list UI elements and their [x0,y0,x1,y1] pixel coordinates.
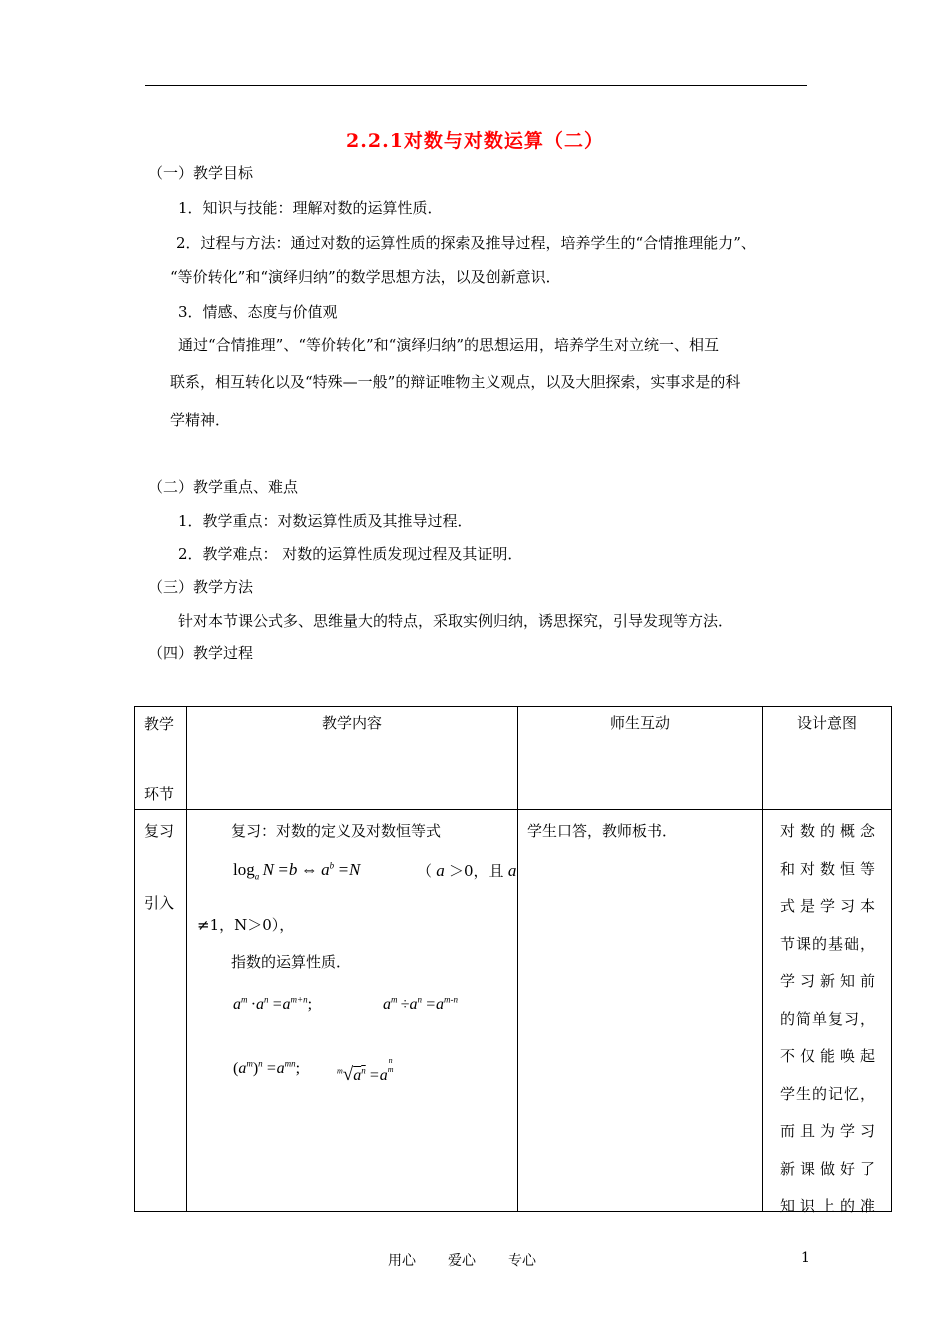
design-line: 而且为学习 [780,1122,875,1140]
header-stage-top: 教学 [144,715,175,733]
design-line: 节课的基础， [780,934,875,953]
section-heading-process: （四）教学过程 [148,644,254,662]
header-design: 设计意图 [763,707,892,810]
objective-attitude: 3．情感、态度与价值观 [178,303,338,321]
design-intent-text [780,813,875,1226]
header-stage [135,707,187,810]
design-line: 知识上的准 [780,1197,875,1215]
objective-attitude-body-line3: 学精神． [170,411,231,429]
header-stage-bottom: 环节 [144,785,175,803]
review-intro: 复习：对数的定义及对数恒等式 [231,822,442,840]
exponent-quotient-formula: $a^m \div a^n =a^{m-n}$ [383,994,458,1013]
log-condition: （ a ＞0，且 a [417,861,517,880]
objective-process-line1: 2．过程与方法：通过对数的运算性质的探索及推导过程，培养学生的“合情推理能力”、 [176,234,756,252]
section-heading-method: （三）教学方法 [148,578,254,596]
row-stage-bottom: 引入 [144,894,175,912]
header-interaction: 师生互动 [518,707,763,810]
footer-motto-1: 用心 [388,1253,416,1269]
row-stage [135,810,187,1212]
exponent-product-formula: $a^m \cdot a^n =a^{m+n}$; [233,994,313,1013]
objective-process-line2: “等价转化”和“演绎归纳”的数学思想方法，以及创新意识． [170,268,561,286]
log-condition-line2: ≠1，N＞0）， [197,916,295,934]
exponent-power-formula: $(a^m)^n =a^{mn}$; [233,1058,301,1077]
exponent-root-formula: $^m√a^n =a^{n m}$ [337,1056,394,1085]
header-content: 教学内容 [187,707,518,810]
design-line: 不仅能唤起 [780,1047,875,1065]
key-point: 1．教学重点：对数运算性质及其推导过程． [178,512,473,530]
page-title: 2.2.1对数与对数运算（二） [346,130,604,152]
method-body: 针对本节课公式多、思维量大的特点，采取实例归纳，诱思探究，引导发现等方法． [178,612,734,630]
design-line: 和对数恒等 [780,859,875,878]
exponent-properties-label: 指数的运算性质． [231,953,352,971]
table-header-row [135,707,892,810]
row-content [187,810,518,1212]
objective-attitude-body-line2: 联系，相互转化以及“特殊—一般”的辩证唯物主义观点，以及大胆探索，实事求是的科 [170,373,741,391]
section-heading-objectives: （一）教学目标 [148,164,254,182]
interaction-text: 学生口答，教师板书． [527,822,678,840]
section-heading-key-points: （二）教学重点、难点 [148,478,299,496]
design-line: 学习新知前 [780,972,875,990]
lesson-table [134,706,892,1215]
row-interaction [518,810,763,1212]
design-line: 新课做好了 [780,1159,875,1178]
table-row [135,810,892,1212]
difficult-point: 2．教学难点： 对数的运算性质发现过程及其证明． [178,545,523,563]
design-line: 对数的概念 [780,822,875,840]
design-line: 学生的记忆， [780,1084,875,1103]
objective-attitude-body-line1: 通过“合情推理”、“等价转化”和“演绎归纳”的思想运用，培养学生对立统一、相互 [178,336,720,354]
row-design [763,810,892,1215]
footer-motto-2: 爱心 [448,1253,476,1269]
page-number: 1 [801,1250,810,1266]
log-definition-formula: $\log_a N =b$ ⇔ $a^b =N$ [233,860,361,882]
design-line: 式是学习本 [780,897,875,915]
objective-knowledge: 1．知识与技能：理解对数的运算性质． [178,199,443,217]
footer-motto-3: 专心 [508,1253,536,1269]
row-stage-top: 复习 [144,822,175,840]
header-rule [145,85,807,86]
design-line: 的简单复习， [780,1009,875,1028]
